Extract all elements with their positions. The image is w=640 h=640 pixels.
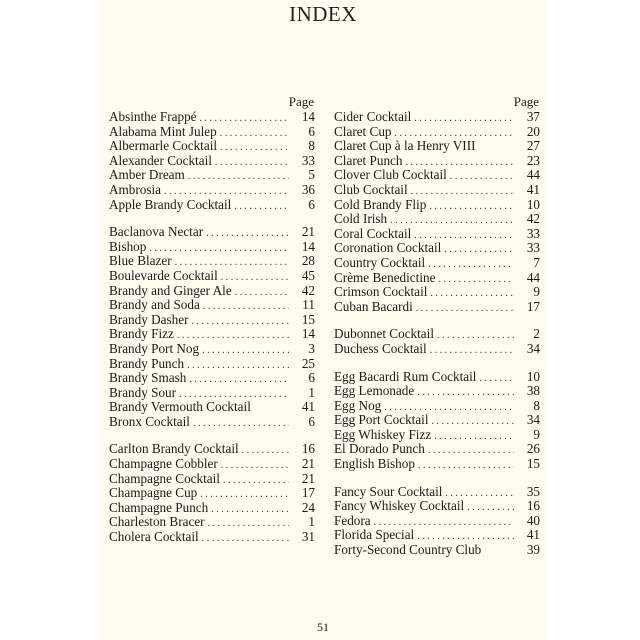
entry-page-number: 8 — [308, 138, 315, 154]
dot-leader — [188, 170, 289, 185]
entry-name: Absinthe Frappé — [109, 109, 197, 124]
index-entry — [334, 212, 540, 227]
entry-page-number: 41 — [526, 527, 540, 543]
entry-page-number: 41 — [301, 399, 315, 415]
index-entry — [109, 284, 315, 299]
entry-name: Egg Nog — [334, 397, 382, 413]
index-entry — [109, 269, 315, 284]
entry-name: Country Cocktail — [334, 254, 426, 270]
index-entry — [334, 528, 540, 543]
entry-name: Blue Blazer — [109, 253, 172, 269]
entry-name: Claret Punch — [334, 152, 403, 168]
dot-leader — [428, 444, 514, 459]
dot-leader — [202, 532, 289, 547]
index-entry — [109, 442, 315, 457]
entry-page-number: 36 — [301, 181, 315, 197]
page-number: 51 — [317, 620, 329, 634]
index-page — [100, 0, 546, 640]
index-entry — [109, 515, 315, 530]
entry-name: English Bishop — [334, 456, 415, 472]
entry-name: Egg Port Cocktail — [334, 412, 429, 428]
index-entry — [109, 415, 315, 430]
index-entry — [334, 125, 540, 140]
dot-leader — [437, 329, 514, 344]
dot-leader — [430, 344, 514, 359]
index-entry — [109, 371, 315, 386]
entry-page-number: 6 — [308, 123, 315, 139]
entry-name: Boulevarde Cocktail — [109, 267, 218, 283]
entry-page-number: 39 — [526, 542, 540, 558]
entry-page-number: 35 — [526, 483, 540, 499]
entry-page-number: 15 — [526, 456, 540, 472]
entry-page-number: 6 — [308, 370, 315, 386]
entry-page-number: 28 — [301, 253, 315, 269]
entry-page-number: 14 — [301, 109, 315, 124]
entry-page-number: 16 — [301, 441, 315, 457]
index-entry — [334, 485, 540, 500]
index-entry — [109, 386, 315, 401]
dot-leader — [220, 127, 289, 142]
index-entry — [109, 457, 315, 472]
dot-leader — [418, 459, 514, 474]
entry-page-number: 21 — [301, 470, 315, 486]
dot-leader — [479, 372, 514, 387]
entry-name: Cold Brandy Flip — [334, 196, 427, 212]
dot-leader — [202, 344, 289, 359]
dot-leader — [200, 488, 289, 503]
dot-leader — [235, 286, 289, 301]
entry-page-number: 21 — [301, 456, 315, 472]
entry-page-number: 6 — [308, 413, 315, 429]
entry-name: Forty-Second Country Club — [334, 542, 482, 558]
dot-leader — [206, 227, 289, 242]
entry-name: Brandy Smash — [109, 370, 187, 386]
dot-leader — [467, 501, 514, 516]
index-entry — [334, 154, 540, 169]
dot-leader — [432, 415, 514, 430]
dot-leader — [193, 417, 289, 432]
index-entry — [109, 357, 315, 372]
index-entry — [334, 168, 540, 183]
entry-name: Fedora — [334, 512, 371, 528]
entry-name: Bishop — [109, 238, 147, 254]
dot-leader — [187, 359, 289, 374]
entry-page-number: 44 — [526, 269, 540, 285]
dot-leader — [189, 373, 289, 388]
entry-page-number: 5 — [308, 167, 315, 183]
entry-name: Coronation Cocktail — [334, 240, 442, 256]
dot-leader — [223, 474, 289, 489]
index-entry — [334, 183, 540, 198]
entry-name: Champagne Cocktail — [109, 470, 220, 486]
index-entry — [109, 342, 315, 357]
index-entry — [334, 413, 540, 428]
entry-page-number: 10 — [526, 196, 540, 212]
entry-page-number: 6 — [308, 196, 315, 212]
entry-page-number: 3 — [308, 340, 315, 356]
dot-leader — [203, 300, 289, 315]
entry-name: Brandy and Ginger Ale — [109, 282, 232, 298]
entry-page-number: 17 — [301, 485, 315, 501]
entry-name: Carlton Brandy Cocktail — [109, 441, 239, 457]
entry-page-number: 25 — [301, 355, 315, 371]
index-entry — [334, 499, 540, 514]
dot-leader — [430, 287, 514, 302]
entry-name: Brandy Punch — [109, 355, 185, 371]
dot-leader — [234, 200, 289, 215]
index-entry — [109, 183, 315, 198]
entry-name: Ambrosia — [109, 181, 162, 197]
index-entry — [334, 327, 540, 342]
index-entry — [334, 300, 540, 315]
dot-leader — [450, 170, 514, 185]
entry-name: Fancy Sour Cocktail — [334, 483, 443, 499]
entry-name: Crimson Cocktail — [334, 284, 428, 300]
entry-page-number: 17 — [526, 298, 540, 314]
entry-name: Baclanova Nectar — [109, 224, 204, 240]
entry-name: Crème Benedictine — [334, 269, 436, 285]
entry-name: Claret Cup à la Henry VIII — [334, 138, 476, 154]
index-entry — [109, 327, 315, 342]
entry-page-number: 37 — [526, 109, 540, 124]
dot-leader — [417, 386, 514, 401]
index-entry — [334, 514, 540, 529]
dot-leader — [416, 302, 514, 317]
entry-page-number: 41 — [526, 181, 540, 197]
entry-page-number: 11 — [302, 297, 315, 313]
entry-name: Charleston Bracer — [109, 514, 205, 530]
index-entry — [109, 154, 315, 169]
index-entry — [109, 125, 315, 140]
dot-leader — [208, 517, 289, 532]
entry-name: Alabama Mint Julep — [109, 123, 217, 139]
dot-leader — [242, 444, 289, 459]
dot-leader — [221, 459, 289, 474]
entry-page-number: 23 — [526, 152, 540, 168]
index-entry — [334, 457, 540, 472]
entry-page-number: 21 — [301, 224, 315, 240]
entry-name: Egg Lemonade — [334, 383, 415, 399]
entry-name: Florida Special — [334, 527, 415, 543]
entry-name: Brandy and Soda — [109, 297, 200, 313]
entry-page-number: 42 — [526, 211, 540, 227]
page-column-header: Page — [513, 94, 539, 109]
entry-page-number: 34 — [526, 412, 540, 428]
index-entry — [334, 198, 540, 213]
entry-page-number: 9 — [533, 426, 540, 442]
entry-name: Duchess Cocktail — [334, 340, 427, 356]
index-column-right — [334, 94, 540, 558]
index-entry — [109, 313, 315, 328]
entry-name: Egg Whiskey Fizz — [334, 426, 432, 442]
entry-name: Clover Club Cocktail — [334, 167, 447, 183]
index-entry — [109, 400, 315, 415]
entry-page-number: 20 — [526, 123, 540, 139]
dot-leader — [191, 315, 289, 330]
entry-name: Cuban Bacardi — [334, 298, 413, 314]
entry-page-number: 34 — [526, 340, 540, 356]
entry-name: Egg Bacardi Rum Cocktail — [334, 368, 477, 384]
entry-name: Champagne Cobbler — [109, 456, 218, 472]
entry-page-number: 27 — [526, 138, 540, 154]
entry-page-number: 42 — [301, 282, 315, 298]
index-entry — [109, 501, 315, 516]
index-entry — [109, 530, 315, 545]
entry-page-number: 24 — [301, 499, 315, 515]
index-entry — [334, 227, 540, 242]
entry-page-number: 26 — [526, 441, 540, 457]
page-column-header: Page — [288, 94, 314, 109]
entry-name: Champagne Cup — [109, 485, 198, 501]
dot-leader — [215, 156, 289, 171]
index-entry — [334, 384, 540, 399]
entry-page-number: 7 — [533, 254, 540, 270]
index-entry — [334, 271, 540, 286]
dot-leader — [414, 112, 514, 127]
entry-name: Bronx Cocktail — [109, 413, 190, 429]
entry-name: Coral Cocktail — [334, 225, 412, 241]
dot-leader — [220, 141, 289, 156]
index-column-left — [109, 94, 315, 545]
entry-page-number: 16 — [526, 498, 540, 514]
entry-name: Cold Irish — [334, 211, 388, 227]
entry-page-number: 1 — [308, 384, 315, 400]
index-entry — [109, 198, 315, 213]
index-entry — [334, 399, 540, 414]
entry-name: Brandy Sour — [109, 384, 177, 400]
entry-page-number: 8 — [533, 397, 540, 413]
entry-name: Dubonnet Cocktail — [334, 326, 434, 342]
index-entry — [334, 442, 540, 457]
index-entry — [334, 110, 540, 125]
entry-name: Brandy Fizz — [109, 326, 174, 342]
dot-leader — [428, 258, 514, 273]
dot-leader — [429, 200, 514, 215]
entry-name: Alexander Cocktail — [109, 152, 212, 168]
entry-name: Amber Dream — [109, 167, 185, 183]
index-entry — [109, 110, 315, 125]
index-entry — [334, 428, 540, 443]
entry-name: Champagne Punch — [109, 499, 209, 515]
entry-name: Brandy Vermouth Cocktail — [109, 399, 251, 415]
entry-page-number: 45 — [301, 267, 315, 283]
entry-page-number: 40 — [526, 512, 540, 528]
index-entry — [334, 256, 540, 271]
entry-page-number: 31 — [301, 529, 315, 545]
entry-page-number: 2 — [533, 326, 540, 342]
entry-page-number: 44 — [526, 167, 540, 183]
index-entry — [109, 486, 315, 501]
entry-name: Apple Brandy Cocktail — [109, 196, 232, 212]
entry-name: Claret Cup — [334, 123, 392, 139]
entry-page-number: 14 — [301, 238, 315, 254]
entry-name: Brandy Port Nog — [109, 340, 200, 356]
index-entry — [109, 240, 315, 255]
index-entry — [109, 472, 315, 487]
entry-page-number: 15 — [301, 311, 315, 327]
dot-leader — [444, 243, 514, 258]
entry-page-number: 10 — [526, 368, 540, 384]
index-entry — [334, 543, 540, 558]
entry-name: Cider Cocktail — [334, 109, 412, 124]
entry-page-number: 33 — [526, 240, 540, 256]
index-entry — [109, 298, 315, 313]
dot-leader — [434, 430, 514, 445]
dot-leader — [211, 503, 289, 518]
entry-page-number: 9 — [533, 284, 540, 300]
index-entry — [334, 285, 540, 300]
entry-name: El Dorado Punch — [334, 441, 425, 457]
index-entry — [334, 370, 540, 385]
entry-page-number: 1 — [308, 514, 315, 530]
index-entry — [334, 241, 540, 256]
entry-name: Club Cocktail — [334, 181, 408, 197]
entry-name: Albermarle Cocktail — [109, 138, 218, 154]
index-entry — [109, 254, 315, 269]
entry-page-number: 38 — [526, 383, 540, 399]
entry-name: Cholera Cocktail — [109, 529, 199, 545]
index-entry — [109, 168, 315, 183]
dot-leader — [438, 273, 514, 288]
entry-page-number: 33 — [301, 152, 315, 168]
entry-name: Brandy Dasher — [109, 311, 189, 327]
entry-page-number: 14 — [301, 326, 315, 342]
index-entry — [334, 139, 540, 154]
page-title: INDEX — [289, 2, 357, 26]
entry-page-number: 33 — [526, 225, 540, 241]
index-entry — [109, 139, 315, 154]
entry-name: Fancy Whiskey Cocktail — [334, 498, 465, 514]
index-entry — [109, 225, 315, 240]
index-entry — [334, 342, 540, 357]
